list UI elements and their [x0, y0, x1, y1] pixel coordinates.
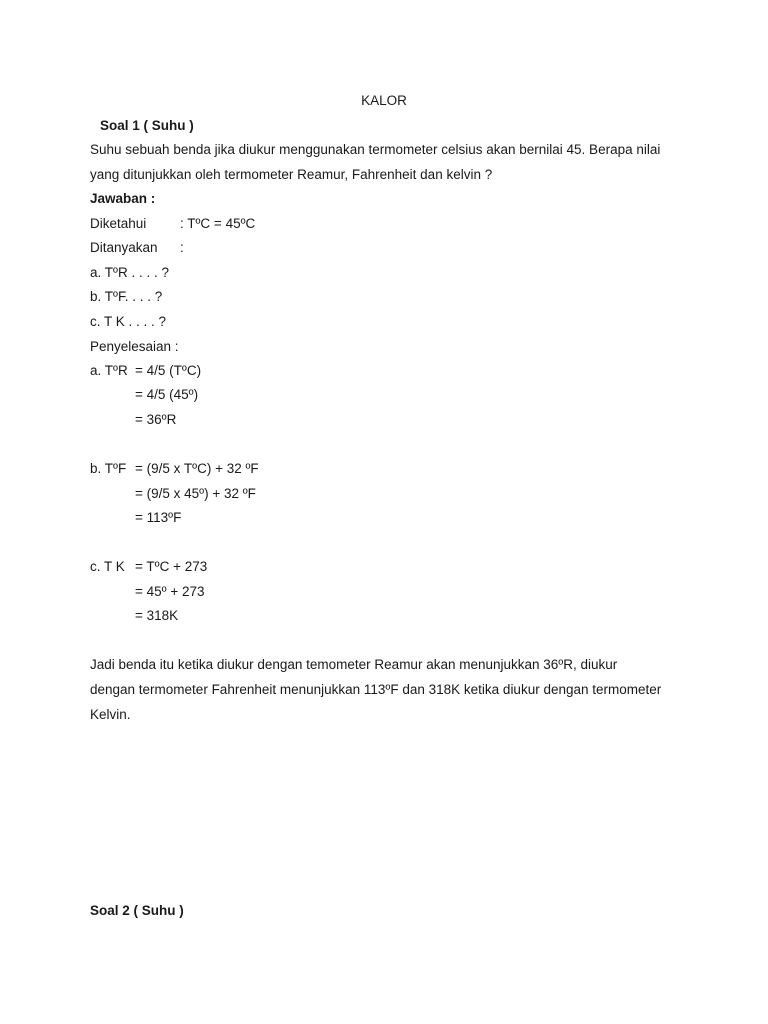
solution-a-step-3: = 36ºR: [135, 412, 177, 427]
solution-c-lhs: c. T K: [90, 559, 125, 574]
ask-a: a. TºR . . . . ?: [90, 265, 169, 280]
question-line-2: yang ditunjukkan oleh termometer Reamur, Fahrenheit dan kelvin ?: [90, 167, 493, 182]
solution-b-lhs: b. TºF: [90, 461, 127, 476]
conclusion-line-2: dengan termometer Fahrenheit menunjukkan 113ºF dan 318K ketika diukur dengan termometer: [90, 682, 662, 697]
solution-b-step-3: = 113ºF: [135, 510, 182, 525]
penyelesaian-label: Penyelesaian :: [90, 339, 179, 354]
solution-b-step-1: = (9/5 x TºC) + 32 ºF: [135, 461, 259, 476]
solution-c-step-3: = 318K: [135, 608, 179, 623]
solution-b-step-2: = (9/5 x 45º) + 32 ºF: [135, 486, 256, 501]
soal-2-heading: Soal 2 ( Suhu ): [90, 903, 184, 918]
document-title: KALOR: [361, 93, 407, 108]
solution-a-lhs: a. TºR: [90, 363, 128, 378]
diketahui-label: Diketahui: [90, 216, 147, 231]
soal-1-heading: Soal 1 ( Suhu ): [100, 118, 194, 133]
solution-a-step-2: = 4/5 (45º): [135, 387, 199, 402]
solution-c-step-1: = TºC + 273: [135, 559, 208, 574]
conclusion-line-1: Jadi benda itu ketika diukur dengan temometer Reamur akan menunjukkan 36ºR, diukur: [90, 657, 618, 672]
diketahui-value: : TºC = 45ºC: [180, 216, 256, 231]
question-line-1: Suhu sebuah benda jika diukur menggunakan termometer celsius akan bernilai 45. Berapa nilai: [90, 142, 661, 157]
solution-c-step-2: = 45º + 273: [135, 584, 205, 599]
ask-b: b. TºF. . . . ?: [90, 289, 163, 304]
answer-heading: Jawaban :: [90, 191, 156, 206]
solution-a-step-1: = 4/5 (TºC): [135, 363, 202, 378]
ask-c: c. T K . . . . ?: [90, 314, 167, 329]
conclusion-line-3: Kelvin.: [90, 707, 131, 722]
ditanyakan-value: :: [180, 240, 184, 255]
ditanyakan-label: Ditanyakan: [90, 240, 158, 255]
